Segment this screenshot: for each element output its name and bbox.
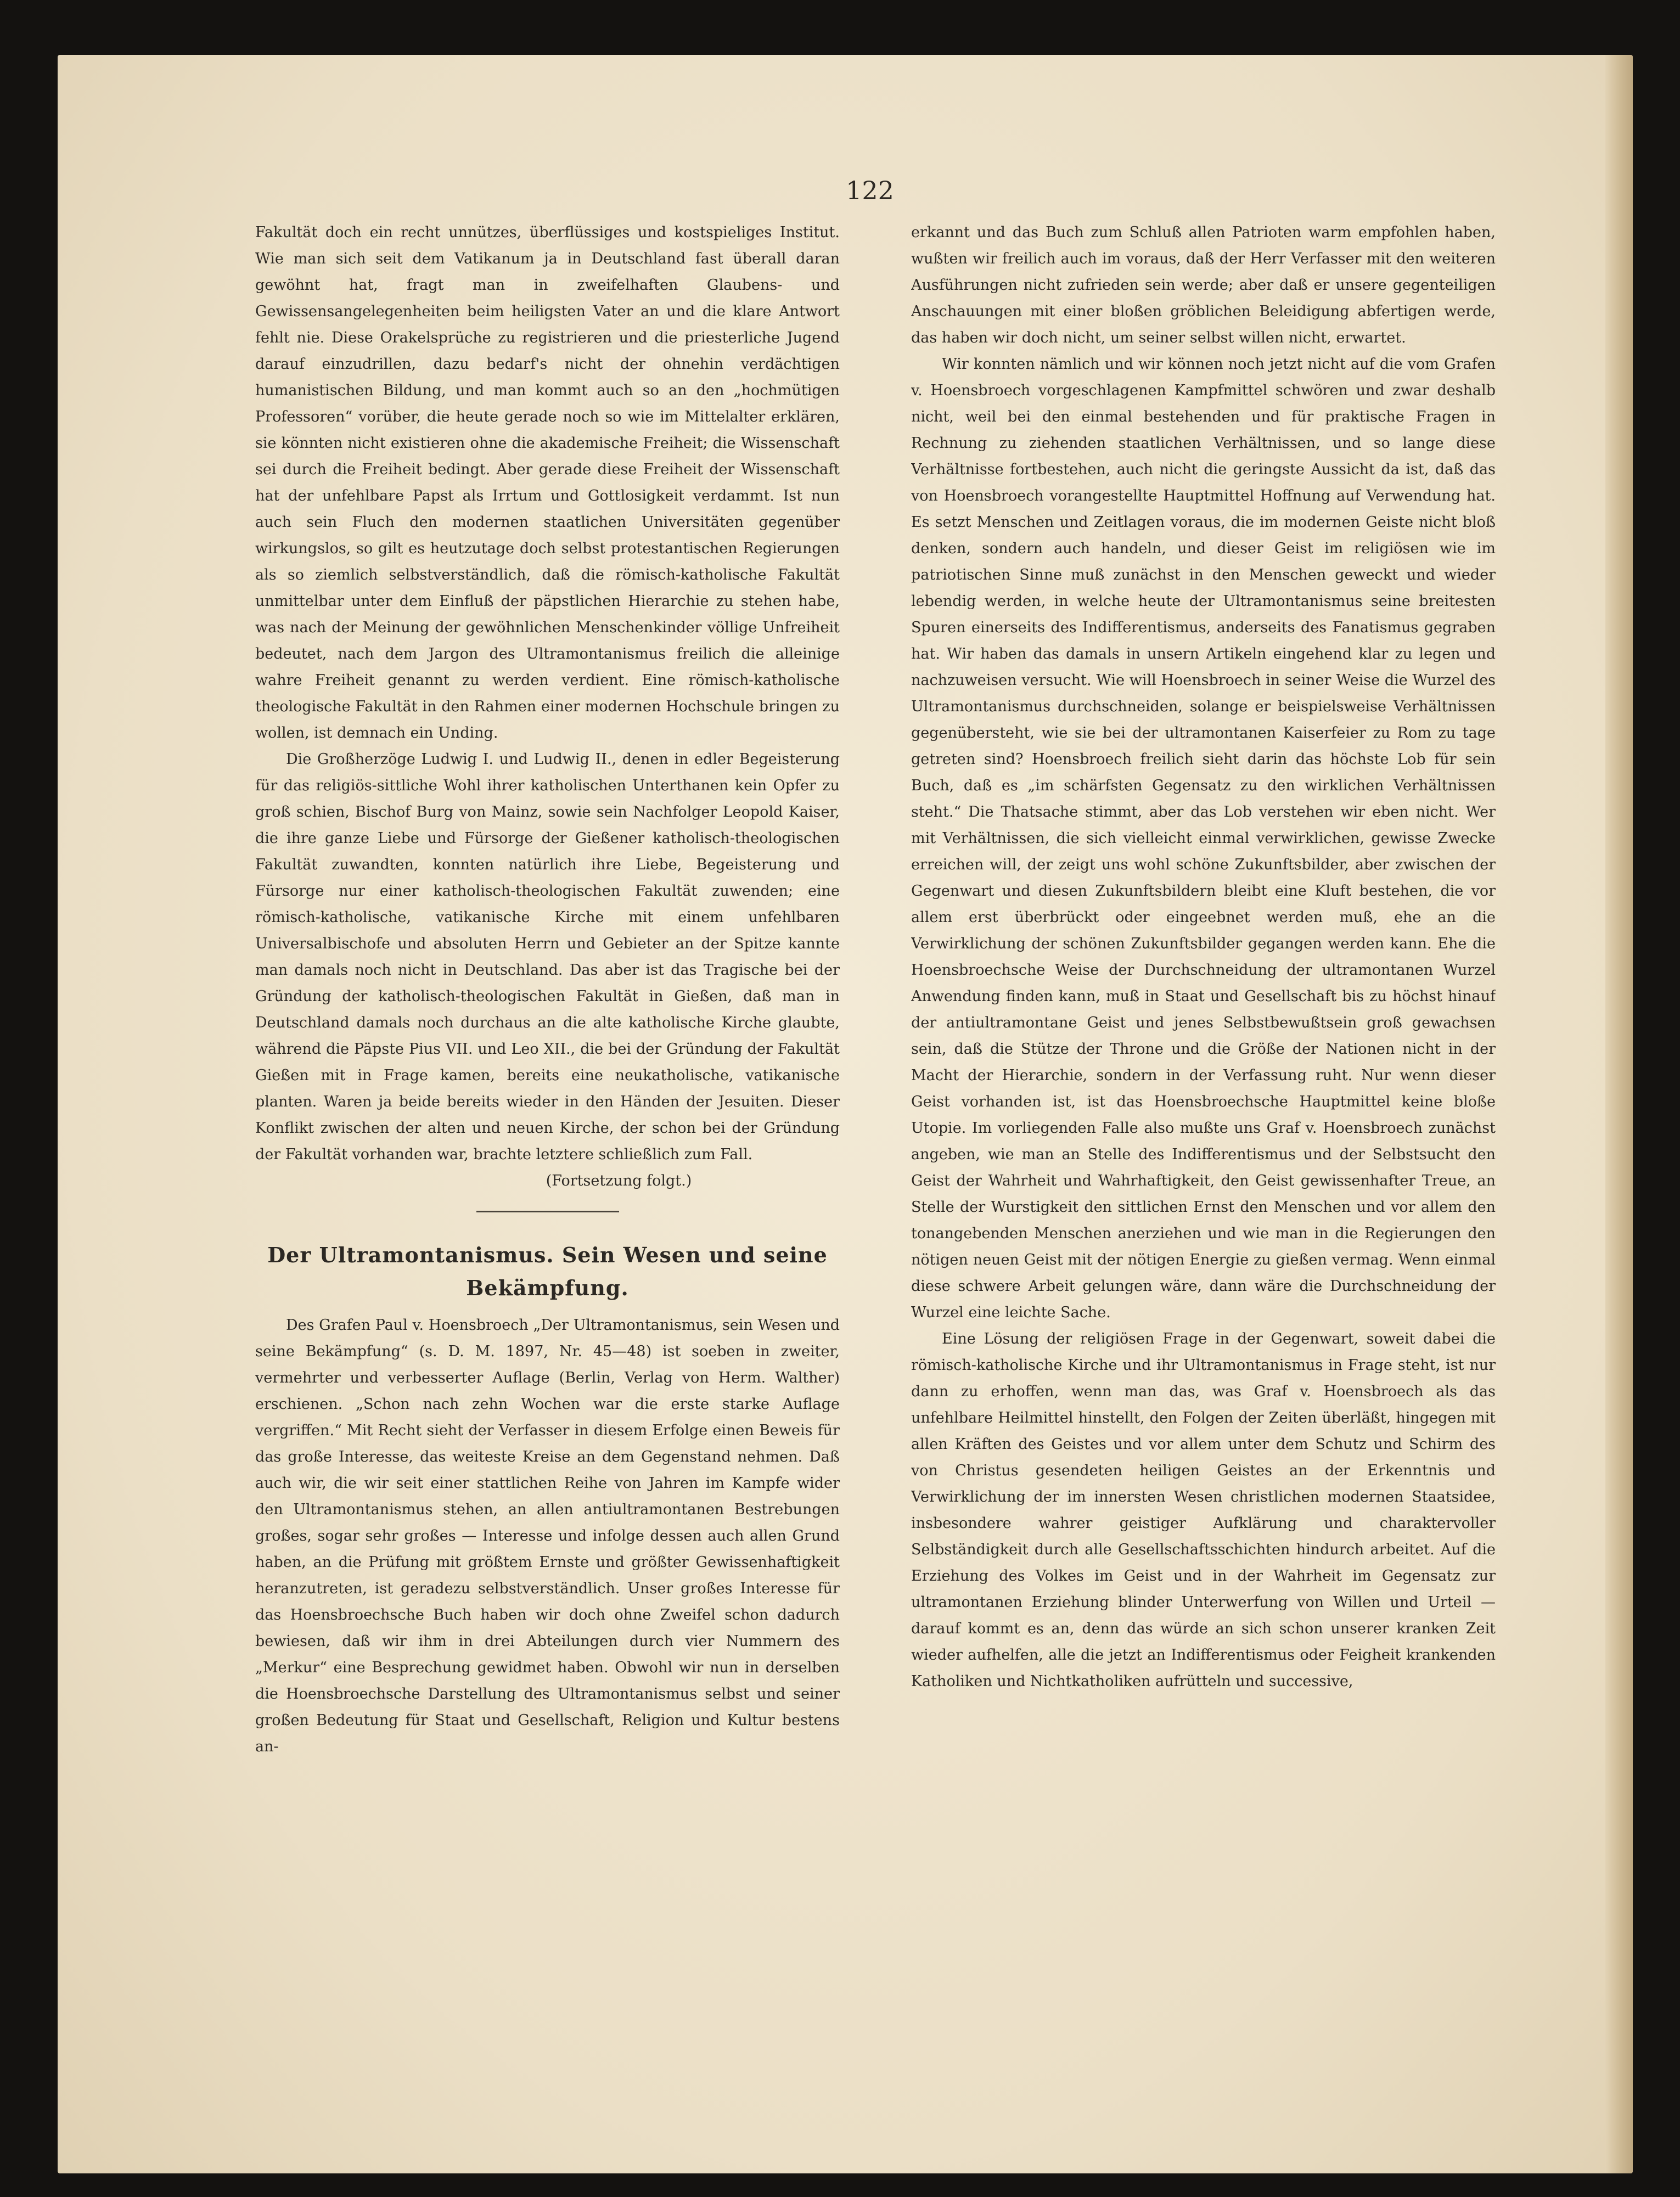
right-paragraph-3: Eine Lösung der religiösen Frage in der Gegenwart, soweit dabei die römisch-katholische Kirche und ihr Ultramontanismus in Frage steht, ist nur dann zu erhoffen, wenn man das, was Graf v. Hoensbroech als das unfehlbare Heilmittel hinstellt, den Folgen der Zeiten überläßt, hingegen mit allen Kräften des Geistes und vor allem unter dem Schutz und Schirm des von Christus gesendeten heiligen Geistes an der Erkenntnis und Verwirklichung der im innersten Wesen christlichen modernen Staatsidee, insbesondere wahrer geistiger Aufklärung und charaktervoller Selbständigkeit durch alle Gesellschaftsschichten hindurch arbeitet. Auf die Erziehung des Volkes im Geist und in der Wahrheit im Gegensatz zur ultramontanen Erziehung blinder Unterwerfung von Willen und Urteil — darauf kommt es an, denn das würde an sich schon unserer kranken Zeit wieder aufhelfen, alle die jetzt an Indifferentismus oder Feigheit krankenden Katholiken und Nichtkatholiken aufrütteln und successive, bbox=[911, 1330, 1496, 1690]
left-column bbox=[255, 220, 840, 2075]
continuation-text: (Fortsetzung folgt.) bbox=[546, 1172, 692, 1189]
page-fold-edge bbox=[1605, 55, 1633, 2173]
article-heading: Der Ultramontanismus. Sein Wesen und seine Bekämpfung. bbox=[267, 1243, 828, 1300]
section-divider bbox=[476, 1211, 619, 1212]
right-column bbox=[911, 220, 1496, 2075]
article-paragraph-1: Des Grafen Paul v. Hoensbroech „Der Ultramontanismus, sein Wesen und seine Bekämpfung“ (s. D. M. 1897, Nr. 45—48) ist soeben in zweiter, vermehrter und verbesserter Auflage (Berlin, Verlag von Herm. Walther) erschienen. „Schon nach zehn Wochen war die erste starke Auflage vergriffen.“ Mit Recht sieht der Verfasser in diesem Erfolge einen Beweis für das große Interesse, das weiteste Kreise an dem Gegenstand nehmen. Daß auch wir, die wir seit einer stattlichen Reihe von Jahren im Kampfe wider den Ultramontanismus stehen, an allen antiultramontanen Bestrebungen großes, sogar sehr großes — Interesse und infolge dessen auch allen Grund haben, an die Prüfung mit größtem Ernste und größter Gewissenhaftigkeit heranzutreten, ist geradezu selbstverständlich. Unser großes Interesse für das Hoensbroechsche Buch haben wir doch ohne Zweifel schon dadurch bewiesen, daß wir ihm in drei Abteilungen durch vier Nummern des „Merkur“ eine Besprechung gewidmet haben. Obwohl wir nun in derselben die Hoensbroechsche Darstellung des Ultramontanismus selbst und seiner großen Bedeutung für Staat und Gesellschaft, Religion und Kultur bestens an- bbox=[255, 1317, 840, 1755]
newspaper-page bbox=[58, 55, 1633, 2173]
left-paragraph-2: Die Großherzöge Ludwig I. und Ludwig II., denen in edler Begeisterung für das religiös-sittliche Wohl ihrer katholischen Unterthanen kein Opfer zu groß schien, Bischof Burg von Mainz, sowie sein Nachfolger Leopold Kaiser, die ihre ganze Liebe und Fürsorge der Gießener katholisch-theologischen Fakultät zuwandten, konnten natürlich ihre Liebe, Begeisterung und Fürsorge nur einer katholisch-theologischen Fakultät zuwenden; eine römisch-katholische, vatikanische Kirche mit einem unfehlbaren Universalbischofe und absoluten Herrn und Gebieter an der Spitze kannte man damals noch nicht in Deutschland. Das aber ist das Tragische bei der Gründung der katholisch-theologischen Fakultät in Gießen, daß man in Deutschland damals noch durchaus an die alte katholische Kirche glaubte, während die Päpste Pius VII. und Leo XII., die bei der Gründung der Fakultät Gießen mit in Frage kamen, bereits eine neukatholische, vatikanische planten. Waren ja beide bereits wieder in den Händen der Jesuiten. Dieser Konflikt zwischen der alten und neuen Kirche, der schon bei der Gründung der Fakultät vorhanden war, brachte letztere schließlich zum Fall. bbox=[255, 751, 840, 1163]
continuation-note bbox=[255, 1168, 840, 1194]
right-paragraph-1: erkannt und das Buch zum Schluß allen Patrioten warm empfohlen haben, wußten wir freilich auch im voraus, daß der Herr Verfasser mit den weiteren Ausführungen nicht zufrieden sein werde; aber daß er unsere gegenteiligen Anschauungen mit einer bloßen gröblichen Beleidigung abfertigen werde, das haben wir doch nicht, um seiner selbst willen nicht, erwartet. bbox=[911, 224, 1496, 346]
left-paragraph-1: Fakultät doch ein recht unnützes, überflüssiges und kostspieliges Institut. Wie man sich seit dem Vatikanum ja in Deutschland fast überall daran gewöhnt hat, fragt man in zweifelhaften Glaubens- und Gewissensangelegenheiten beim heiligsten Vater an und die klare Antwort fehlt nie. Diese Orakelsprüche zu registrieren und die priesterliche Jugend darauf einzudrillen, dazu bedarf's nicht der ohnehin verdächtigen humanistischen Bildung, und man kommt auch so an den „hochmütigen Professoren“ vorüber, die heute gerade noch so wie im Mittelalter erklären, sie könnten nicht existieren ohne die akademische Freiheit; die Wissenschaft sei durch die Freiheit bedingt. Aber gerade diese Freiheit der Wissenschaft hat der unfehlbare Papst als Irrtum und Gottlosigkeit verdammt. Ist nun auch sein Fluch den modernen staatlichen Universitäten gegenüber wirkungslos, so gilt es heutzutage doch selbst protestantischen Regierungen als so ziemlich selbstverständlich, daß die römisch-katholische Fakultät unmittelbar unter dem Einfluß der päpstlichen Hierarchie zu stehen habe, was nach der Meinung der gewöhnlichen Menschenkinder völlige Unfreiheit bedeutet, nach dem Jargon des Ultramontanismus freilich die alleinige wahre Freiheit genannt zu werden verdient. Eine römisch-katholische theologische Fakultät in den Rahmen einer modernen Hochschule bringen zu wollen, ist demnach ein Unding. bbox=[255, 224, 840, 741]
right-paragraph-2: Wir konnten nämlich und wir können noch jetzt nicht auf die vom Grafen v. Hoensbroech vorgeschlagenen Kampfmittel schwören und zwar deshalb nicht, weil bei den einmal bestehenden und für praktische Fragen in Rechnung zu ziehenden staatlichen Verhältnissen, und so lange diese Verhältnisse fortbestehen, auch nicht die geringste Aussicht da ist, daß das von Hoensbroech vorangestellte Hauptmittel Hoffnung auf Verwendung hat. Es setzt Menschen und Zeitlagen voraus, die im modernen Geiste nicht bloß denken, sondern auch handeln, und dieser Geist im religiösen wie im patriotischen Sinne muß zunächst in den Menschen geweckt und wieder lebendig werden, in welche heute der Ultramontanismus seine breitesten Spuren einerseits des Indifferentismus, anderseits des Fanatismus gegraben hat. Wir haben das damals in unsern Artikeln eingehend klar zu legen und nachzuweisen versucht. Wie will Hoensbroech in seiner Weise die Wurzel des Ultramontanismus durchschneiden, solange er beispielsweise Verhältnissen gegenübersteht, wie sie bei der ultramontanen Kaiserfeier zu Rom zu tage getreten sind? Hoensbroech freilich sieht darin das höchste Lob für sein Buch, daß es „im schärfsten Gegensatz zu den wirklichen Verhältnissen steht.“ Die Thatsache stimmt, aber das Lob verstehen wir eben nicht. Wer mit Verhältnissen, die sich vielleicht einmal verwirklichen, gewisse Zwecke erreichen will, der zeigt uns wohl schöne Zukunftsbilder, aber zwischen der Gegenwart und diesen Zukunftsbildern bleibt eine Kluft bestehen, die vor allem erst überbrückt oder eingeebnet werden muß, ehe an die Verwirklichung der schönen Zukunftsbilder gegangen werden kann. Ehe die Hoensbroechsche Weise der Durchschneidung der ultramontanen Wurzel Anwendung finden kann, muß in Staat und Gesellschaft bis zu höchst hinauf der antiultramontane Geist und jenes Selbstbewußtsein groß gewachsen sein, daß die Stütze der Throne und die Größe der Nationen nicht in der Macht der Hierarchie, sondern in der Verfassung ruht. Nur wenn dieser Geist vorhanden ist, ist das Hoensbroechsche Hauptmittel keine bloße Utopie. Im vorliegenden Falle also mußte uns Graf v. Hoensbroech zunächst angeben, wie man an Stelle des Indifferentismus und der Selbstsucht den Geist der Wahrheit und Wahrhaftigkeit, den Geist gewissenhafter Treue, an Stelle der Wurstigkeit den sittlichen Ernst den Menschen und vor allem den tonangebenden Menschen anerziehen und wie man in die Regierungen den nötigen neuen Geist mit der nötigen Energie zu gießen vermag. Wenn einmal diese schwere Arbeit gelungen wäre, dann wäre die Durchschneidung der Wurzel eine leichte Sache. bbox=[911, 356, 1496, 1321]
page-number: 122 bbox=[846, 176, 894, 205]
